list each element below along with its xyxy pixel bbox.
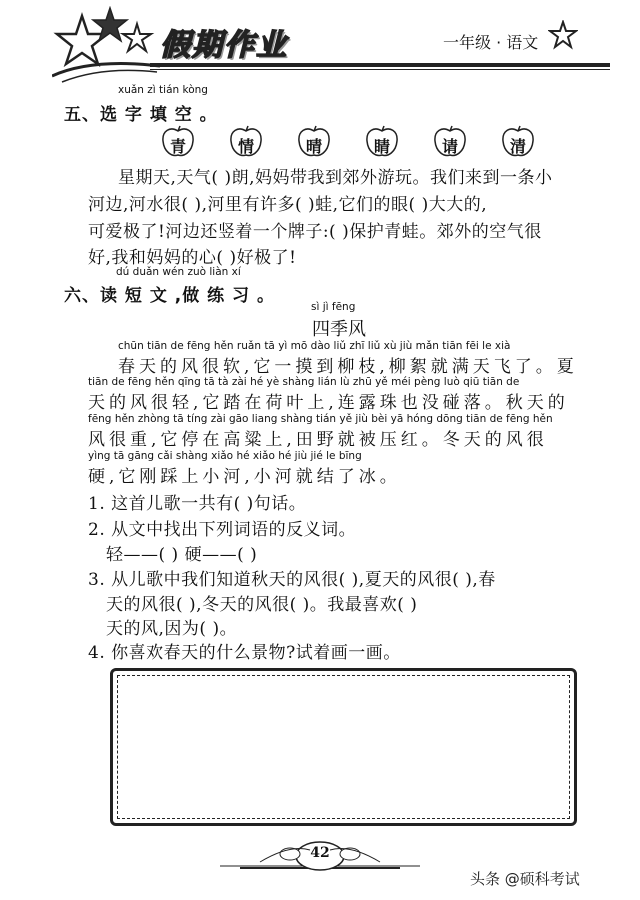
poem-pinyin: tiān de fēng hěn qīng tā tà zài hé yè shàng lián lù zhū yě méi pèng luò qiū tiān de — [88, 376, 520, 388]
char-option: 睛 — [364, 125, 400, 159]
watermark: 头条 @硕科考试 — [470, 870, 580, 888]
poem-line: 天的风很轻,它踏在荷叶上,连露珠也没碰落。秋天的 — [88, 393, 569, 413]
section6-title: 六、读 短 文 ,做 练 习 。 — [64, 286, 275, 306]
fill-line: 好,我和妈妈的心( )好极了! — [88, 248, 297, 268]
question-1: 1. 这首儿歌一共有( )句话。 — [88, 494, 307, 514]
char-option: 清 — [500, 125, 536, 159]
question-3-cont: 天的风很( ),冬天的风很( )。我最喜欢( ) — [106, 595, 418, 615]
section5-title: 五、选 字 填 空 。 — [64, 105, 218, 125]
fill-line: 星期天,天气( )朗,妈妈带我到郊外游玩。我们来到一条小 — [118, 168, 553, 188]
question-4: 4. 你喜欢春天的什么景物?试着画一画。 — [88, 643, 401, 663]
poem-line: 风很重,它停在高粱上,田野就被压红。冬天的风很 — [88, 430, 548, 450]
header-grade: 一年级 · 语文 — [443, 33, 539, 52]
char-option: 晴 — [296, 125, 332, 159]
drawing-box[interactable] — [110, 668, 577, 826]
section5-pinyin: xuǎn zì tián kòng — [118, 84, 208, 96]
poem-line: 春天的风很软,它一摸到柳枝,柳絮就满天飞了。夏 — [118, 357, 578, 377]
poem-pinyin: chūn tiān de fēng hěn ruǎn tā yì mō dào liǔ zhī liǔ xù jiù mǎn tiān fēi le xià — [118, 340, 511, 352]
char-option: 情 — [228, 125, 264, 159]
question-3: 3. 从儿歌中我们知道秋天的风很( ),夏天的风很( ),春 — [88, 570, 496, 590]
fill-line: 河边,河水很( ),河里有许多( )蛙,它们的眼( )大大的, — [88, 195, 488, 215]
fill-line: 可爱极了!河边还竖着一个牌子:( )保护青蛙。郊外的空气很 — [88, 222, 542, 242]
char-options — [160, 125, 540, 161]
header-rule — [150, 63, 610, 67]
poem-title: 四季风 — [312, 319, 366, 340]
poem-pinyin: yìng tā gāng cǎi shàng xiǎo hé xiǎo hé jiù jié le bīng — [88, 450, 362, 462]
poem-pinyin: fēng hěn zhòng tā tíng zài gāo liang shàng tián yě jiù bèi yā hóng dōng tiān de fēng hěn — [88, 413, 553, 425]
page-number: 42 — [310, 845, 330, 861]
question-3-cont: 天的风,因为( )。 — [106, 619, 238, 639]
char-option: 青 — [160, 125, 196, 159]
char-option: 请 — [432, 125, 468, 159]
page-header — [0, 0, 640, 90]
stars-decoration-icon — [52, 6, 162, 86]
antonym-line: 轻——( ) 硬——( ) — [106, 545, 258, 565]
header-rule-thin — [150, 69, 610, 70]
poem-title-pinyin: sì jì fēng — [311, 301, 356, 313]
question-2: 2. 从文中找出下列词语的反义词。 — [88, 520, 357, 540]
star-icon — [548, 20, 578, 50]
poem-line: 硬,它刚踩上小河,小河就结了冰。 — [88, 467, 401, 487]
drawing-box-inner — [117, 675, 570, 819]
section6-pinyin: dú duǎn wén zuò liàn xí — [116, 266, 241, 278]
header-title: 假期作业 — [160, 28, 288, 63]
